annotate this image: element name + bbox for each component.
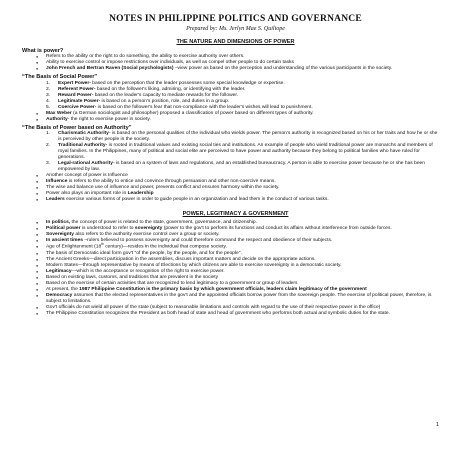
list-item-text: (a German sociologist and philosopher) proposed a classification of power based on different types of authority.	[71, 110, 314, 116]
list-item-text: century)—resides in the individual that compose society.	[103, 244, 227, 250]
section-title-legitimacy: POWER, LEGITIMACY & GOVERNMENT	[182, 211, 289, 218]
bold-term: Legitimacy	[46, 268, 72, 274]
bold-term: Traditional Authority-	[58, 143, 108, 149]
bold-term: Expert Power-	[58, 80, 91, 86]
list-item: ● Ability to exercise control or impose restrictions over individuals, as well as compel other people to do certain tasks	[46, 60, 439, 66]
list-item: ● The Philippine Constitution recognizes the President as both head of state and head of government who performs both actual and symbolic duties for the state.	[46, 311, 439, 317]
bold-term: Leadership	[127, 191, 154, 197]
list-item: ● The wise and balance use of influence and power, prevents conflict and ensures harmony within the society.	[46, 185, 439, 191]
list-item	[46, 161, 439, 173]
section-title-nature-of-power: THE NATURE AND DIMENSIONS OF POWER	[176, 39, 295, 45]
heading-what-is-power: What is power?	[22, 48, 64, 54]
item-number: 2.	[46, 86, 51, 92]
bold-term: Leaders	[46, 197, 65, 203]
item-number: 4.	[46, 98, 51, 104]
list-item	[46, 117, 439, 123]
list-item-text: Power also plays an important role in	[46, 191, 128, 197]
legitimacy-list	[32, 220, 439, 317]
list-item-text: based on the leader's capacity to mediate rewards for the follower.	[93, 92, 239, 98]
list-item: ● The Ancient Greeks—direct participation in the assemblies, discuss important matters and decide on the appropriate actions.	[46, 257, 439, 263]
bold-term: Coercive Power-	[58, 104, 97, 110]
list-item-text: - is based on the personal qualities of the individual who wields power. The person's authority is recognized based on his or her traits and how he or she is perceived by other people in the society.	[58, 131, 438, 143]
bold-term: In politics,	[46, 220, 71, 226]
list-item-text: is based on a person's position, role, and duties in a group.	[100, 98, 230, 104]
list-item-text: is rooted in traditional values and existing social ties and institutions. An example of people who wield traditional power are monarchs and members of royal families. In the Philippines, many of political and social elite are perceived to have power and authority because they belong to political families who have ruled for generations.	[58, 143, 433, 161]
bold-term: sovereignty	[134, 226, 163, 232]
list-item	[46, 143, 439, 161]
power-definition-list	[32, 54, 439, 72]
influence-list	[32, 173, 439, 203]
list-item-text: is refers to the ability to entice and convince through persuasion and other non-coercive means.	[67, 179, 276, 185]
item-number: 3.	[46, 92, 51, 98]
bold-term: Max Weber	[46, 110, 72, 116]
list-item: ● Gov't officials do not wield all power of the state (subject to reasonable limitations and controls with regard to the use of their respective power in the office)	[46, 305, 439, 311]
heading-basis-authority: “The Basis of Power based on Authority”	[22, 124, 132, 131]
list-item: ● The basis of Democratic ideal form gov't "of the people, by the people, and for the people".	[46, 251, 439, 257]
bold-term: In ancient times	[46, 238, 83, 244]
heading-basis-social-power: “The Basis of Social Power”	[22, 74, 98, 81]
bold-term: Sovereignty	[46, 232, 74, 238]
bold-term: Political power	[46, 226, 81, 232]
bold-term: Legal-rational Authority	[58, 161, 113, 167]
list-item-text: the concept of power is related to the state, government, governance, and citizenship.	[70, 220, 257, 226]
list-item-text: based on the follower's liking, admiring, or identifying with the leader.	[95, 86, 246, 92]
list-item-text: - the right to exercise power in society.	[67, 116, 151, 122]
page-number: 1	[435, 422, 439, 428]
item-number: 2.	[46, 143, 51, 149]
list-item-text: Age of Enlightenment (18	[46, 244, 102, 250]
list-item-text: - is based on a system of laws and regulations, and an established bureaucracy. A person is able to exercise power because he or she has been empowered by law.	[58, 161, 425, 173]
bold-term: Influence	[46, 179, 68, 185]
list-item-text: exercise various forms of power in order to guide people in an organization and lead them in the conduct of various tasks.	[64, 197, 329, 203]
authority-intro-list	[32, 111, 439, 123]
list-item	[46, 293, 439, 305]
list-item-text: (power to the gov't to perform its functions and conduct its affairs without interference from outside forces.	[162, 226, 392, 232]
bold-term: Democracy	[46, 292, 73, 298]
item-number: 1.	[46, 131, 51, 137]
bold-term: Authority	[46, 116, 68, 122]
list-item-text: —which is the acceptance or recognition of the right to exercise power.	[71, 268, 225, 274]
item-number: 3.	[46, 161, 51, 167]
list-item: ● Based on the exercise of certain activities that are recognized to lend legitimacy to a government or group of leaders	[46, 281, 439, 287]
bold-term: Referent Power-	[58, 86, 96, 92]
list-item-text: is understood to refer to	[80, 226, 135, 232]
list-item-text: –rulers believed to possess sovereignty and could therefore command the respect and obedience of their subjects.	[82, 238, 333, 244]
bold-term: Legitimate Power-	[58, 98, 101, 104]
authority-types-list	[32, 131, 439, 173]
bold-term: Reward Power-	[58, 92, 94, 98]
list-item-text: based on the perception that the leader possesses some special knowledge or expertise.	[90, 80, 285, 86]
bold-term: Charismatic Authority	[58, 131, 109, 137]
list-item-text: assumes that the elected representatives in the gov't and the appointed officials borrow power from the sovereign people. The exercise of political power, therefore, is subject to limitations.	[46, 292, 432, 304]
list-item-text: –view power as based on the perception and understanding of the various participants in the society.	[173, 66, 393, 72]
item-number: 5.	[46, 104, 51, 110]
list-item	[46, 66, 439, 72]
list-item-text: At present, the	[46, 286, 80, 292]
list-item: ● Based on existing laws, customs, and traditions that are prevalent in the society	[46, 275, 439, 281]
list-item-text: is based on the follower's fear that non-compliance with the leader's wishes will lead to punishment.	[96, 104, 313, 110]
list-item	[46, 197, 439, 203]
list-item: ● Another concept of power is Influence	[46, 173, 439, 179]
list-item: ● Refers to the ability or the right to do something, the ability to exercise authority over others.	[46, 54, 439, 60]
bold-term: John French and Bertran Raven (Social psychologists)	[46, 66, 174, 72]
bold-term: 1987 Philippine Constitution is the primary basis by which government officials, leaders claim legitimacy of the government	[79, 286, 367, 292]
document-author: Prepared by: Ms. Jerlyn Mae S. Quiliope	[186, 26, 285, 32]
list-item	[46, 244, 439, 251]
social-power-list	[32, 81, 439, 111]
list-item	[46, 131, 439, 143]
list-item: ● Modern States—through representative by means of Elections by which citizens are able to exercise sovereignty in a democratic society.	[46, 263, 439, 269]
superscript: th	[101, 242, 104, 247]
list-item-text: also refers to the authority exercise control over a group or society.	[74, 232, 220, 238]
item-number: 1.	[46, 80, 51, 86]
document-title: NOTES IN PHILIPPINE POLITICS AND GOVERNANCE	[109, 14, 362, 24]
